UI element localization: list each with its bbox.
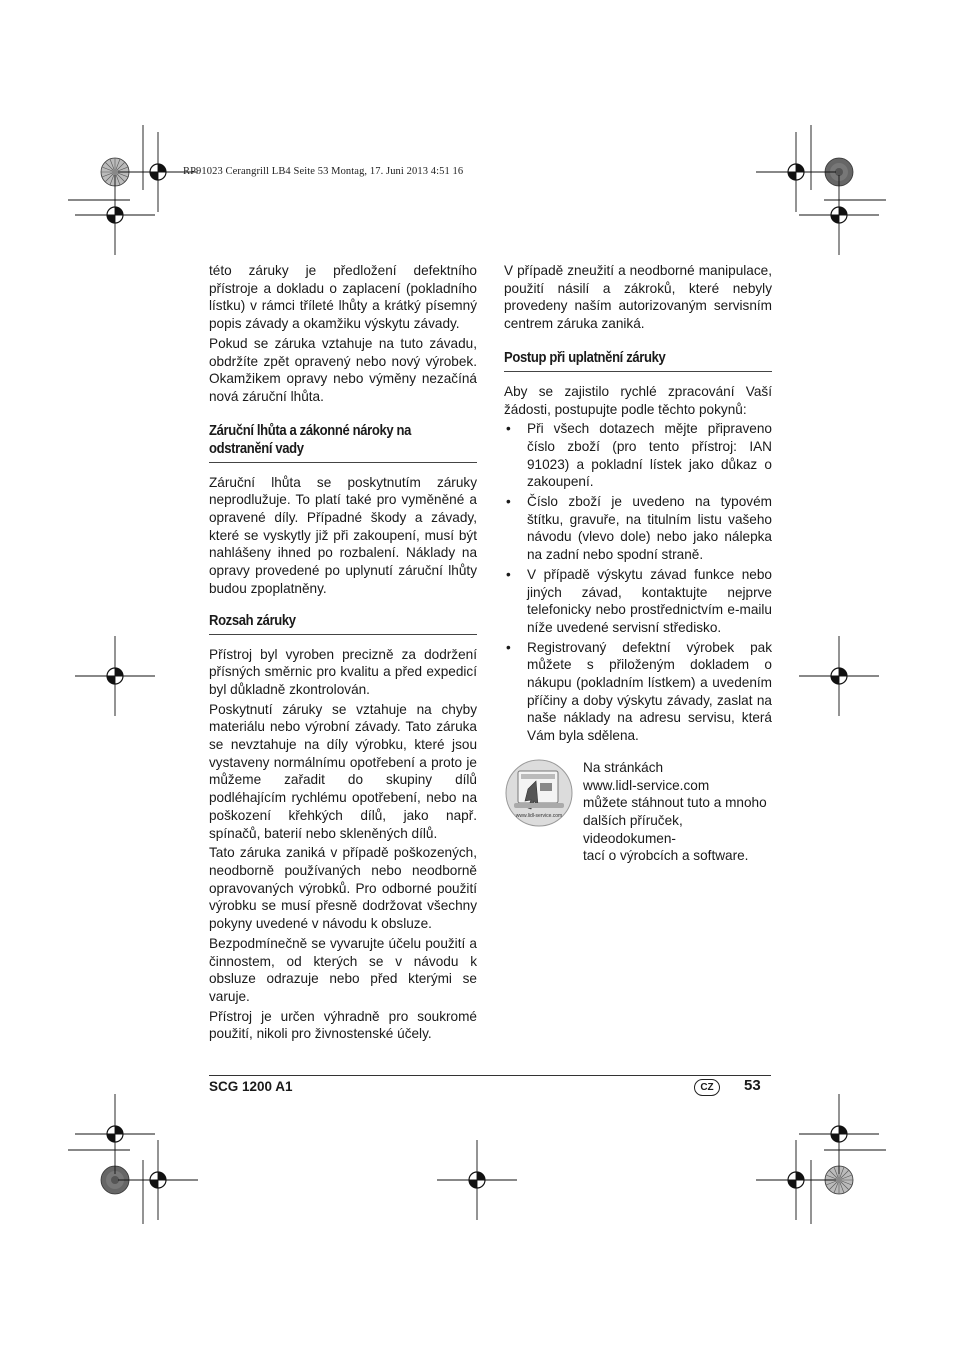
paragraph: Bezpodmínečně se vyvarujte účelu použití a činnostem, od kterých se v návodu k obsluze odrazuje nebo před kterými se varuje.: [209, 935, 477, 1004]
list-item-text: Číslo zboží je uvedeno na typovém štítku, gravuře, na titulním listu vašeho návodu (vlevo dole) nebo jako nálepka na zadní nebo spodní straně.: [527, 494, 772, 563]
bullet-icon: •: [506, 566, 511, 582]
footer-model: SCG 1200 A1: [209, 1079, 293, 1094]
lidl-service-website-icon: [504, 759, 574, 827]
bullet-icon: •: [506, 494, 511, 510]
list-item: [504, 566, 772, 637]
paragraph: V případě zneužití a neodborné manipulace, použití násilí a zákroků, které nebyly provedeny naším autorizovaným servisním centrem záruka zaniká.: [504, 263, 772, 332]
bullet-icon: •: [506, 421, 511, 437]
left-column: [209, 262, 477, 1045]
list-item-text: Registrovaný defektní výrobek pak můžete s přiloženým dokladem o nákupu (pokladním lístkem) a uvedením příčiny a doby výskytu závady, zaslat na naše náklady na adresu servisu, která Vám byla sdělena.: [527, 639, 772, 744]
instruction-list: [504, 420, 772, 745]
print-header: RP91023 Cerangrill LB4 Seite 53 Montag, 17. Juni 2013 4:51 16: [183, 166, 464, 177]
section-heading-warranty-claim: Postup při uplatnění záruky: [504, 349, 666, 366]
section-heading-warranty-period: Záruční lhůta a zákonné nároky na odstranění vady: [209, 422, 412, 457]
language-badge: CZ: [694, 1079, 720, 1096]
paragraph: Poskytnutí záruky se vztahuje na chyby materiálu nebo výrobní závady. Tato záruka se nevztahuje na díly výrobku, které jsou vystaveny normálnímu opotřebení a proto je můžeme zařadit do skupiny dílů podléhajícím rychlému opotřebení, nebo na poškození křehkých dílů, jako např. spínačů, baterií nebo skleněných dílů.: [209, 701, 477, 841]
info-text: [583, 759, 778, 865]
list-item: [504, 639, 772, 745]
paragraph: Tato záruka zaniká v případě poškozených, neodborně používaných nebo neodborně opravovaných výrobků. Pro odborné použití výrobku se musí přesně dodržovat všechny pokyny uvedené v návodu k obsluze.: [209, 845, 477, 932]
info-line: Na stránkách: [583, 759, 664, 775]
paragraph: Přístroj je určen výhradně pro soukromé použití, nikoli pro živnostenské účely.: [209, 1008, 477, 1042]
info-line: můžete stáhnout tuto a mnoho: [583, 795, 767, 811]
info-line: dalších příruček, videodokumen-: [583, 812, 683, 846]
info-line: tací o výrobcích a software.: [583, 848, 749, 864]
paragraph: Přístroj byl vyroben precizně za dodržení přísných směrnic pro kvalitu a před expedicí byl důkladně zkontrolován.: [209, 646, 477, 697]
footer-divider: [209, 1075, 771, 1076]
heading-divider: [504, 371, 772, 372]
list-item: [504, 420, 772, 491]
paragraph: Aby se zajistilo rychlé zpracování Vaší žádosti, postupujte podle těchto pokynů:: [504, 383, 772, 417]
lidl-service-info: [504, 759, 772, 864]
paragraph: Záruční lhůta se poskytnutím záruky neprodlužuje. To platí také pro vyměněné a opravené díly. Případné škody a závady, které se vyskytly již při zakoupení, musí být nahlášeny ihned po rozbalení. Náklady na opravy provedené po uplynutí záruční lhůty budou zpoplatněny.: [209, 474, 477, 596]
paragraph: této záruky je předložení defektního přístroje a dokladu o zaplacení (pokladního lístku) v rámci tříleté lhůty a krátký písemný popis závady a okamžiku výskytu závady.: [209, 263, 477, 332]
heading-divider: [209, 634, 477, 635]
list-item-text: Při všech dotazech mějte připraveno číslo zboží (pro tento přístroj: IAN 91023) a pokladní lístek jako důkaz o zakoupení.: [527, 421, 772, 490]
right-column: [504, 262, 772, 864]
page-number: 53: [744, 1077, 761, 1094]
heading-divider: [209, 462, 477, 463]
paragraph: Pokud se záruka vztahuje na tuto závadu, obdržíte zpět opravený nebo nový výrobek. Okamžikem opravy nebo výměny nezačíná nová záruční lhůta.: [209, 335, 477, 404]
info-line-url: www.lidl-service.com: [583, 777, 710, 793]
bullet-icon: •: [506, 639, 511, 655]
list-item: [504, 493, 772, 564]
section-heading-warranty-scope: Rozsah záruky: [209, 612, 296, 629]
icon-caption: www.lidl-service.com: [515, 812, 563, 819]
list-item-text: V případě výskytu závad funkce nebo jiných závad, kontaktujte nejprve telefonicky nebo prostřednictvím e-mailu níže uvedené servisní středisko.: [527, 566, 772, 635]
